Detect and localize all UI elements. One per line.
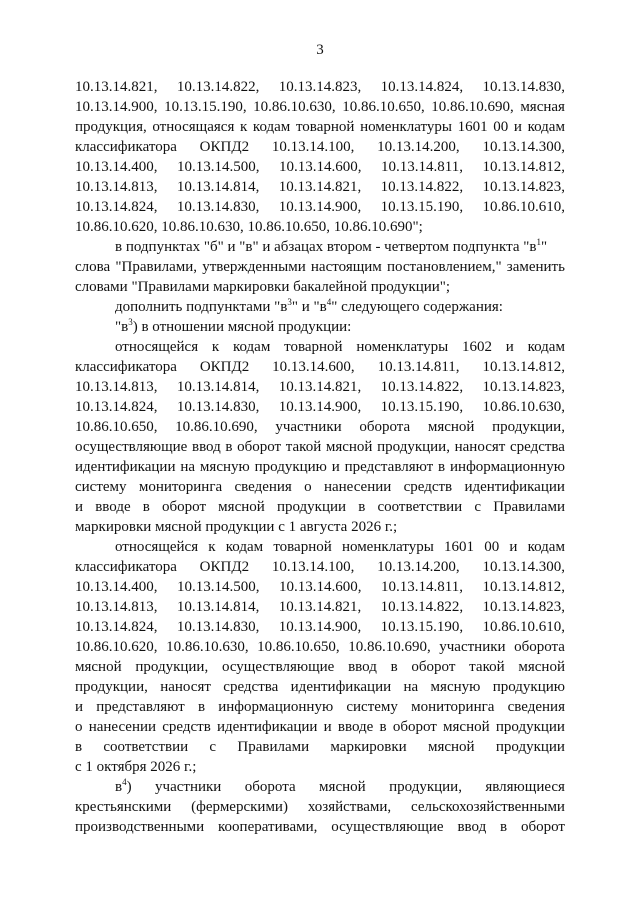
text-line: производственными кооперативами, осуществляющие ввод в оборот: [75, 819, 565, 835]
text-line: 10.13.14.824, 10.13.14.830, 10.13.14.900, 10.13.15.190, 10.86.10.630,: [75, 399, 565, 415]
text-line: 10.86.10.620, 10.86.10.630, 10.86.10.650, 10.86.10.690, участники оборота: [75, 639, 565, 655]
text-line: классификатора ОКПД2 10.13.14.100, 10.13.14.200, 10.13.14.300,: [75, 139, 565, 155]
text-line: с 1 октября 2026 г.;: [75, 759, 197, 775]
text-line: систему мониторинга сведения о нанесении средств идентификации: [75, 479, 565, 495]
text-line: 10.13.14.813, 10.13.14.814, 10.13.14.821, 10.13.14.822, 10.13.14.823,: [75, 379, 565, 395]
text-line: мясной продукции, осуществляющие ввод в оборот такой мясной: [75, 659, 565, 675]
text-line: маркировки мясной продукции с 1 августа 2026 г.;: [75, 519, 398, 535]
text-line: крестьянскими (фермерскими) хозяйствами, сельскохозяйственными: [75, 799, 565, 815]
text-line: осуществляющие ввод в оборот такой мясной продукции, наносят средства: [75, 439, 565, 455]
text-line: и вводе в оборот мясной продукции в соответствии с Правилами: [75, 499, 565, 515]
text-line: классификатора ОКПД2 10.13.14.100, 10.13.14.200, 10.13.14.300,: [75, 559, 565, 575]
text-line: 10.13.14.824, 10.13.14.830, 10.13.14.900, 10.13.15.190, 10.86.10.610,: [75, 619, 565, 635]
text-line: относящейся к кодам товарной номенклатуры 1602 и кодам: [115, 339, 565, 355]
text-line: словами "Правилами маркировки бакалейной продукции";: [75, 279, 451, 295]
text-line: классификатора ОКПД2 10.13.14.600, 10.13.14.811, 10.13.14.812,: [75, 359, 565, 375]
text-line: 10.86.10.620, 10.86.10.630, 10.86.10.650, 10.86.10.690";: [75, 219, 423, 235]
text-line: 10.13.14.813, 10.13.14.814, 10.13.14.821, 10.13.14.822, 10.13.14.823,: [75, 179, 565, 195]
text-line: относящейся к кодам товарной номенклатуры 1601 00 и кодам: [115, 539, 565, 555]
text-line: $в^4$) участники оборота мясной продукции, являющиеся: [115, 777, 565, 795]
text-line: о нанесении средств идентификации и вводе в оборот мясной продукции: [75, 719, 565, 735]
text-line: идентификации на мясную продукцию и представляют в информационную: [75, 459, 565, 475]
text-line: 10.13.14.400, 10.13.14.500, 10.13.14.600, 10.13.14.811, 10.13.14.812,: [75, 159, 565, 175]
text-line: дополнить подпунктами "$в^3$" и "$в^4$" следующего содержания:: [115, 297, 503, 315]
text-line: 10.13.14.900, 10.13.15.190, 10.86.10.630, 10.86.10.650, 10.86.10.690, мясная: [75, 99, 565, 115]
text-line: слова "Правилами, утвержденными настоящим постановлением," заменить: [75, 259, 565, 275]
text-line: 10.13.14.400, 10.13.14.500, 10.13.14.600, 10.13.14.811, 10.13.14.812,: [75, 579, 565, 595]
document-body: [75, 77, 565, 837]
text-line: и представляют в информационную систему мониторинга сведения: [75, 699, 565, 715]
text-line: 10.13.14.821, 10.13.14.822, 10.13.14.823, 10.13.14.824, 10.13.14.830,: [75, 79, 565, 95]
text-line: 10.86.10.650, 10.86.10.690, участники оборота мясной продукции,: [75, 419, 565, 435]
text-line: продукции, наносят средства идентификации на мясную продукцию: [75, 679, 565, 695]
text-line: 10.13.14.824, 10.13.14.830, 10.13.14.900, 10.13.15.190, 10.86.10.610,: [75, 199, 565, 215]
text-line: "$в^3$) в отношении мясной продукции:: [115, 317, 352, 335]
text-line: в соответствии с Правилами маркировки мясной продукции: [75, 739, 565, 755]
text-line: 10.13.14.813, 10.13.14.814, 10.13.14.821, 10.13.14.822, 10.13.14.823,: [75, 599, 565, 615]
text-line: продукция, относящаяся к кодам товарной номенклатуры 1601 00 и кодам: [75, 119, 565, 135]
page-number: 3: [316, 42, 324, 58]
text-line: в подпунктах "б" и "в" и абзацах втором - четвертом подпункта "$в^1$": [115, 237, 548, 255]
